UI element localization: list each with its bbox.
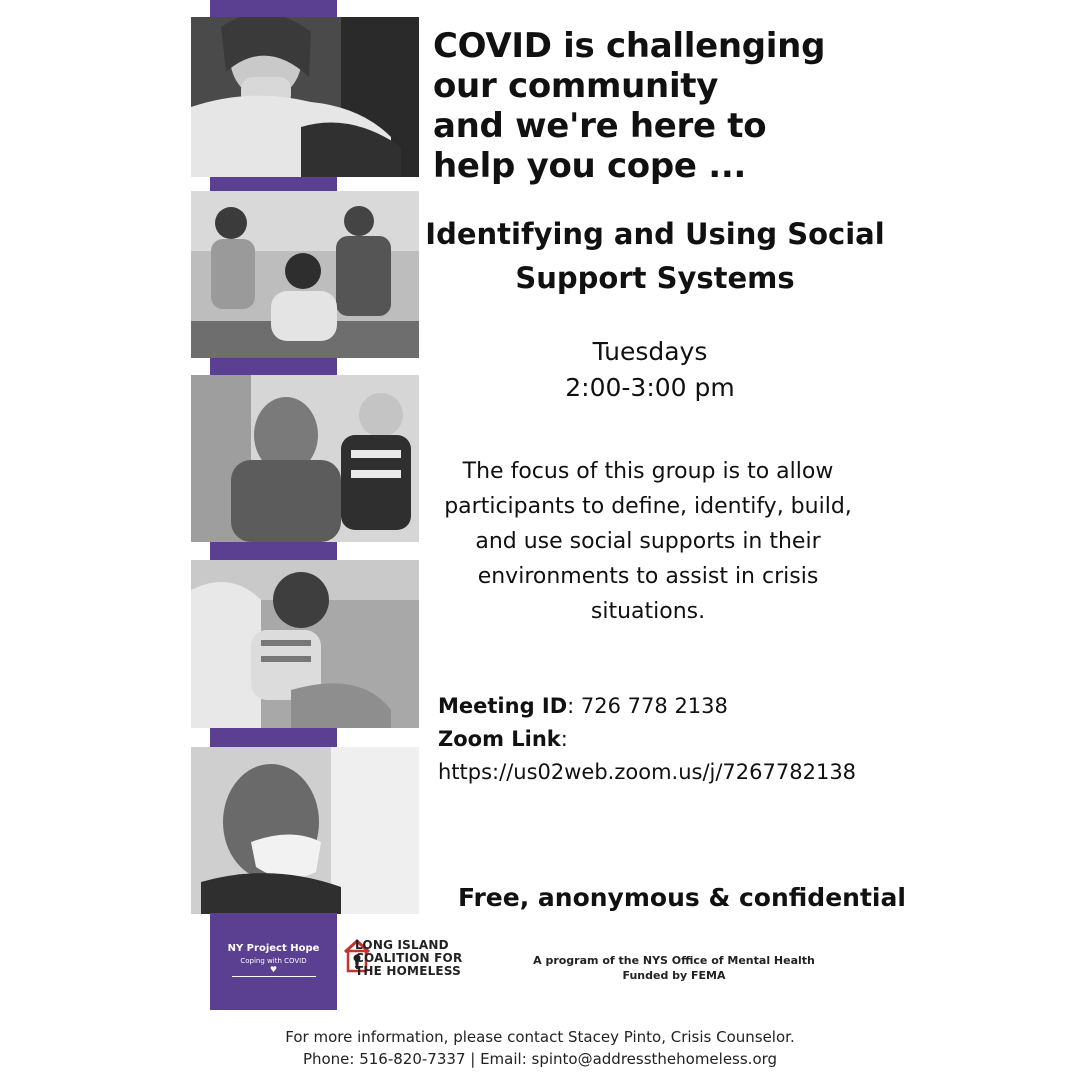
program-line-1: A program of the NYS Office of Mental Health [533,954,815,967]
footer-contact [0,1026,1080,1070]
purple-strip-3 [210,542,337,560]
licfh-line-2: COALITION FOR [355,951,463,965]
purple-strip-4 [210,727,337,747]
session-title-line-2: Support Systems [515,261,795,295]
project-hope-subtitle: Coping with COVID [240,957,307,965]
tagline: Free, anonymous & confidential [458,883,906,912]
man-with-mask-photo [191,747,419,914]
headline-line-1: COVID is challenging [433,26,826,66]
session-time: 2:00-3:00 pm [565,373,735,402]
zoom-link-url[interactable]: https://us02web.zoom.us/j/7267782138 [438,760,857,784]
adult-helping-child-photo [191,560,419,728]
footer-line-1: For more information, please contact Stacey Pinto, Crisis Counselor. [285,1028,795,1046]
heart-icon: ♥ [269,965,278,974]
session-title-line-1: Identifying and Using Social [425,217,885,251]
licfh-line-3: THE HOMELESS [355,964,461,978]
session-day: Tuesdays [592,337,708,366]
headline-line-4: help you cope ... [433,146,747,186]
zoom-link-label: Zoom Link [438,727,561,751]
meeting-id-label: Meeting ID [438,694,568,718]
meeting-id-row [438,690,898,723]
purple-strip-top [210,0,337,18]
footer-line-2: Phone: 516-820-7337 | Email: spinto@addressthehomeless.org [302,1050,778,1068]
program-credit [508,953,840,983]
zoom-link-colon: : [560,727,568,751]
headline-line-2: our community [433,66,719,106]
woman-covering-face-photo [191,17,419,177]
zoom-link-row [438,723,898,756]
schedule [520,334,780,406]
family-stressed-photo [191,191,419,358]
purple-strip-1 [210,176,337,192]
purple-strip-2 [210,357,337,375]
program-line-2: Funded by FEMA [622,969,726,982]
licfh-line-1: LONG ISLAND [355,938,449,952]
meeting-id-value: : 726 778 2138 [567,694,728,718]
licfh-logo-text [355,939,462,978]
ny-project-hope-logo [210,913,337,1010]
father-crying-child-photo [191,375,419,542]
headline [433,26,853,186]
session-title [420,212,890,300]
logo-rule [232,976,316,977]
headline-line-3: and we're here to [433,106,767,146]
project-hope-name: NY Project Hope [227,943,320,954]
meeting-info [438,690,898,789]
session-description: The focus of this group is to allow participants to define, identify, build, and use social supports in their environments to assist in crisis situations. [444,459,852,624]
